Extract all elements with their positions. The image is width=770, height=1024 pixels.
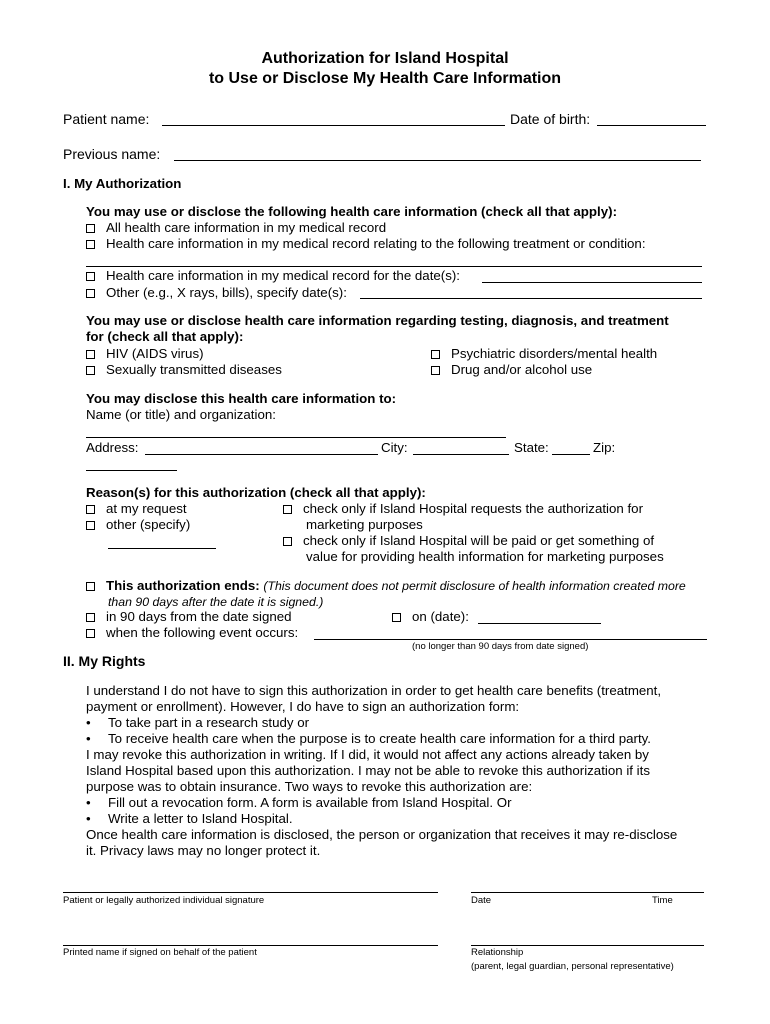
rights-p2c: purpose was to obtain insurance. Two ways to revoke this authorization are: [86, 779, 533, 794]
option-label: Drug and/or alcohol use [451, 362, 593, 377]
ends-event[interactable] [86, 625, 298, 641]
option-label: check only if Island Hospital will be paid or get something of [303, 533, 655, 548]
patient-signature-field[interactable] [63, 892, 438, 893]
info-option-other[interactable] [86, 285, 347, 301]
reason-marketing-2-cont: value for providing health information for marketing purposes [306, 549, 664, 564]
rights-bullet: • Fill out a revocation form. A form is available from Island Hospital. Or [86, 795, 512, 810]
form-title-line2: to Use or Disclose My Health Care Information [208, 70, 562, 87]
disclose-heading: You may disclose this health care information to: [86, 391, 397, 406]
dob-field[interactable] [597, 125, 706, 126]
relationship-label: Relationship [471, 947, 524, 958]
dob-label: Date of birth: [510, 111, 591, 127]
state-label: State: [514, 440, 549, 455]
checkbox[interactable] [86, 240, 95, 249]
bullet-text: To receive health care when the purpose is to create health care information for a third party. [108, 731, 652, 746]
checkbox[interactable] [431, 350, 440, 359]
info-option-dates[interactable] [86, 268, 460, 284]
rights-bullet: • Write a letter to Island Hospital. [86, 811, 293, 826]
patient-name-field[interactable] [162, 125, 505, 126]
rights-bullet: • To receive health care when the purpose is to create health care information for a third party. [86, 731, 652, 746]
section1-heading: I. My Authorization [63, 176, 182, 191]
rights-p1a: I understand I do not have to sign this authorization in order to get health care benefits (treatment, [86, 683, 662, 698]
checkbox[interactable] [283, 505, 292, 514]
info-heading: You may use or disclose the following health care information (check all that apply): [86, 204, 617, 219]
patient-name-label: Patient name: [63, 111, 150, 127]
time-label: Time [652, 895, 673, 906]
option-label: Other (e.g., X rays, bills), specify date(s): [106, 285, 347, 300]
rights-p3a: Once health care information is disclosed, the person or organization that receives it may re-disclose [86, 827, 678, 842]
name-org-label: Name (or title) and organization: [86, 407, 276, 422]
info-option-condition[interactable] [86, 236, 646, 252]
bullet-text: Fill out a revocation form. A form is available from Island Hospital. Or [108, 795, 512, 810]
testing-option-drug[interactable] [431, 362, 592, 378]
ends-event-note: (no longer than 90 days from date signed) [412, 641, 589, 652]
option-label: at my request [106, 501, 187, 516]
reason-marketing-1-cont: marketing purposes [306, 517, 423, 532]
checkbox[interactable] [86, 613, 95, 622]
ends-on-date[interactable] [392, 609, 469, 625]
reason-request[interactable] [86, 501, 187, 517]
checkbox[interactable] [86, 350, 95, 359]
previous-name-field[interactable] [174, 160, 701, 161]
checkbox[interactable] [86, 224, 95, 233]
rights-bullet: • To take part in a research study or [86, 715, 310, 730]
checkbox[interactable] [86, 521, 95, 530]
option-label: Psychiatric disorders/mental health [451, 346, 658, 361]
ends-note-cont: than 90 days after the date it is signed.) [108, 595, 324, 609]
option-label: on (date): [412, 609, 469, 624]
reason-other-field[interactable] [108, 548, 216, 549]
checkbox[interactable] [86, 289, 95, 298]
relationship-note: (parent, legal guardian, personal representative) [471, 961, 674, 972]
reasons-heading: Reason(s) for this authorization (check all that apply): [86, 485, 426, 500]
rights-text [86, 683, 711, 859]
checkbox[interactable] [283, 537, 292, 546]
option-label: check only if Island Hospital requests the authorization for [303, 501, 643, 516]
option-label: Sexually transmitted diseases [106, 362, 282, 377]
ends-row[interactable] [86, 578, 686, 594]
option-label: in 90 days from the date signed [106, 609, 292, 624]
checkbox[interactable] [86, 272, 95, 281]
ends-event-field[interactable] [314, 639, 707, 640]
option-label: All health care information in my medical record [106, 220, 387, 235]
city-label: City: [381, 440, 408, 455]
ends-date-field[interactable] [478, 623, 601, 624]
testing-heading-2: for (check all that apply): [86, 329, 244, 344]
rights-p2b: Island Hospital based upon this authorization. I may not be able to revoke this authorization if its [86, 763, 650, 778]
option-label: Health care information in my medical record relating to the following treatment or condition: [106, 236, 646, 251]
address-label: Address: [86, 440, 139, 455]
option-label: Health care information in my medical record for the date(s): [106, 268, 460, 283]
checkbox[interactable] [392, 613, 401, 622]
checkbox[interactable] [431, 366, 440, 375]
rights-p1b: payment or enrollment). However, I do have to sign an authorization form: [86, 699, 520, 714]
option-label: when the following event occurs: [106, 625, 299, 640]
rights-p3b: it. Privacy laws may no longer protect it. [86, 843, 321, 858]
previous-name-label: Previous name: [63, 146, 161, 162]
testing-heading-1: You may use or disclose health care information regarding testing, diagnosis, and treatment [86, 313, 669, 328]
info-option-all[interactable] [86, 220, 386, 236]
checkbox[interactable] [86, 366, 95, 375]
rights-p2a: I may revoke this authorization in writing. If I did, it would not affect any actions already taken by [86, 747, 649, 762]
checkbox[interactable] [86, 582, 95, 591]
bullet-text: Write a letter to Island Hospital. [108, 811, 293, 826]
bullet-text: To take part in a research study or [108, 715, 310, 730]
date-time-field[interactable] [471, 892, 704, 893]
other-dates-field[interactable] [360, 298, 702, 299]
date-label: Date [471, 895, 492, 906]
ends-note: (This document does not permit disclosure of health information created more [263, 579, 686, 593]
reason-marketing-1[interactable] [283, 501, 643, 517]
form-title-line1: Authorization for Island Hospital [261, 50, 509, 67]
dates-field[interactable] [482, 282, 702, 283]
reason-marketing-2[interactable] [283, 533, 654, 549]
printed-name-field[interactable] [63, 945, 438, 946]
zip-label: Zip: [593, 440, 616, 455]
state-field[interactable] [552, 454, 590, 455]
checkbox[interactable] [86, 629, 95, 638]
ends-90days[interactable] [86, 609, 292, 625]
testing-option-hiv[interactable] [86, 346, 204, 362]
testing-option-std[interactable] [86, 362, 282, 378]
zip-field[interactable] [86, 470, 177, 471]
address-field[interactable] [145, 454, 378, 455]
city-field[interactable] [413, 454, 509, 455]
option-label: HIV (AIDS virus) [106, 346, 204, 361]
section2-heading: II. My Rights [63, 653, 146, 669]
condition-field[interactable] [86, 266, 702, 267]
checkbox[interactable] [86, 505, 95, 514]
testing-option-psych[interactable] [431, 346, 657, 362]
option-label: other (specify) [106, 517, 191, 532]
printed-name-label: Printed name if signed on behalf of the patient [63, 947, 257, 958]
ends-label: This authorization ends: [106, 578, 260, 593]
name-org-field[interactable] [86, 437, 506, 438]
relationship-field[interactable] [471, 945, 704, 946]
reason-other[interactable] [86, 517, 190, 533]
patient-signature-label: Patient or legally authorized individual signature [63, 895, 265, 906]
